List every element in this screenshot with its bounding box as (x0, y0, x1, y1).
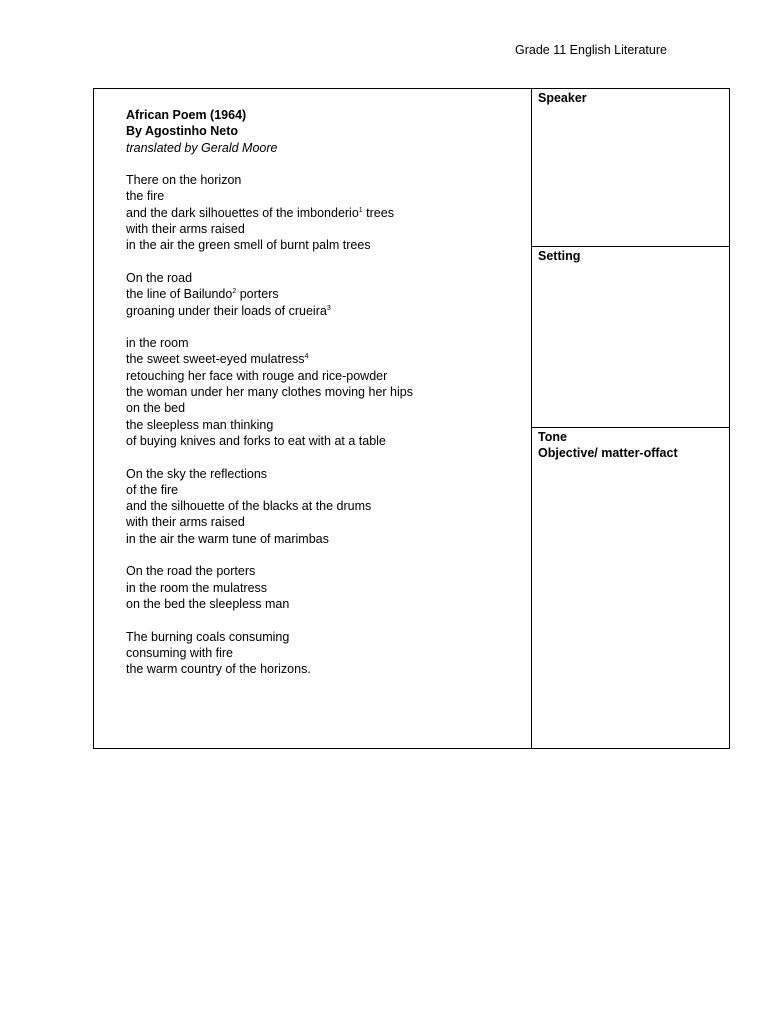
analysis-table (93, 88, 730, 749)
poem-line: the sleepless man thinking (126, 417, 274, 432)
poem-line: in the room (126, 336, 189, 351)
poem-line: with their arms raised (126, 515, 245, 530)
poem-line: consuming with fire (126, 645, 233, 660)
course-header: Grade 11 English Literature (515, 43, 667, 57)
poem-line: On the sky the reflections (126, 466, 268, 481)
speaker-label: Speaker (538, 91, 587, 105)
poem-body (126, 172, 531, 677)
footnote-marker: 3 (326, 304, 331, 312)
speaker-cell[interactable] (532, 89, 729, 247)
poem-author: By Agostinho Neto (126, 124, 239, 139)
poem-line: and the dark silhouettes of the imbonderio$^1$ trees (126, 205, 394, 220)
poem-line: the sweet sweet-eyed mulatress$^4$ (126, 352, 309, 367)
poem-stanza (126, 335, 531, 449)
poem-title: African Poem (1964) (126, 108, 247, 122)
setting-cell[interactable] (532, 247, 729, 428)
poem-stanza (126, 172, 531, 253)
poem-stanza (126, 270, 531, 319)
poem-stanza (126, 563, 531, 612)
poem-translator: translated by Gerald Moore (126, 140, 278, 155)
footnote-marker: 1 (358, 206, 363, 214)
poem-line: groaning under their loads of crueira$^3$ (126, 303, 331, 318)
poem-line: of the fire (126, 482, 179, 497)
poem-line: the fire (126, 189, 165, 204)
poem-line: On the road (126, 270, 193, 285)
poem-cell (94, 89, 532, 748)
poem-line: on the bed (126, 401, 186, 416)
poem-line: with their arms raised (126, 222, 245, 237)
poem-line: on the bed the sleepless man (126, 596, 290, 611)
poem-line: On the road the porters (126, 564, 256, 579)
poem-line: There on the horizon (126, 173, 242, 188)
poem-line: in the air the warm tune of marimbas (126, 531, 329, 546)
tone-value: Objective/ matter-offact (538, 446, 678, 461)
poem-line: in the room the mulatress (126, 580, 268, 595)
poem-line: and the silhouette of the blacks at the drums (126, 499, 372, 514)
poem-line: the warm country of the horizons. (126, 662, 311, 677)
poem-stanza (126, 629, 531, 678)
tone-label: Tone (538, 430, 567, 444)
tone-cell[interactable] (532, 428, 729, 748)
poem-line: The burning coals consuming (126, 629, 290, 644)
poem-line: the line of Bailundo$^2$ porters (126, 287, 279, 302)
poem-line: of buying knives and forks to eat with at a table (126, 433, 386, 448)
poem-line: retouching her face with rouge and rice-powder (126, 368, 388, 383)
poem-line: in the air the green smell of burnt palm trees (126, 238, 371, 253)
footnote-marker: 4 (304, 353, 309, 361)
poem-line: the woman under her many clothes moving her hips (126, 385, 413, 400)
analysis-column (532, 89, 729, 748)
poem-stanza (126, 466, 531, 547)
setting-label: Setting (538, 249, 581, 263)
footnote-marker: 2 (232, 288, 237, 296)
